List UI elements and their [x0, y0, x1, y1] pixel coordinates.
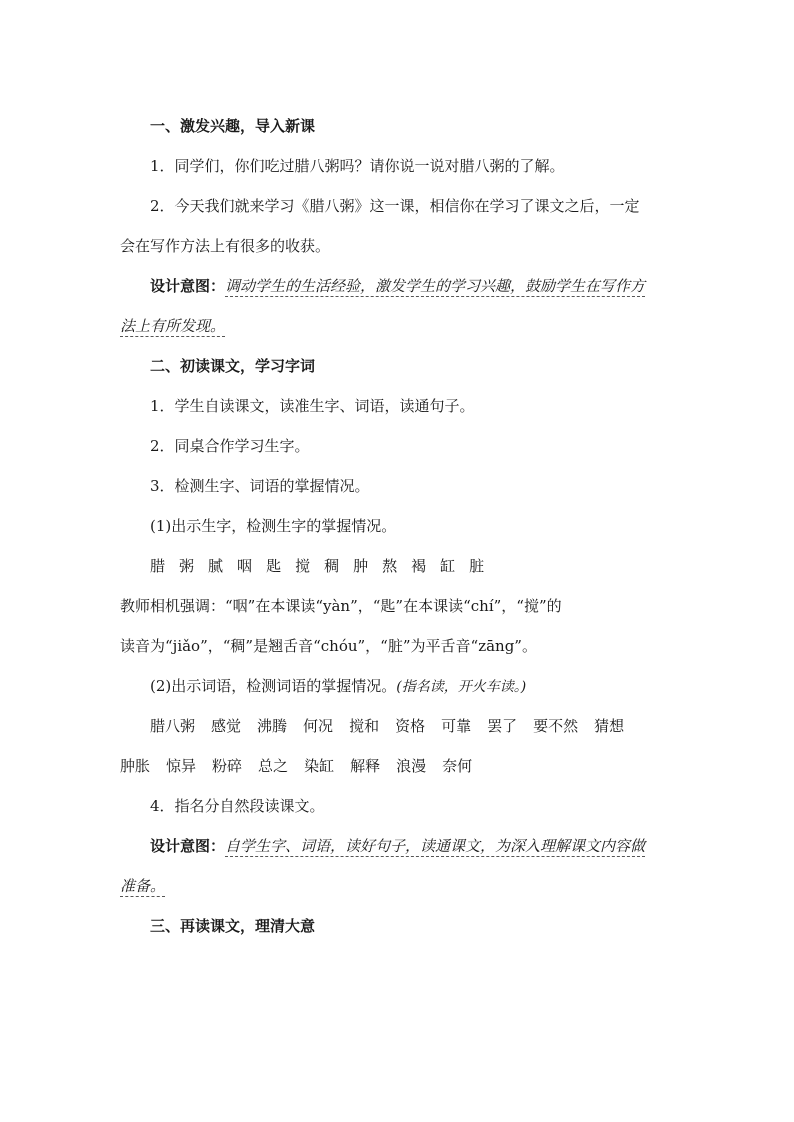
- vocab-word: 可靠: [441, 717, 472, 735]
- design-intent-text: 调动学生的生活经验，激发学生的学习兴趣，鼓励学生在写作方: [225, 277, 646, 295]
- design-intent-label: 设计意图：: [150, 837, 226, 855]
- character: 熬: [382, 557, 398, 575]
- vocab-word: 罢了: [487, 717, 518, 735]
- pronunciation-note-text: 教师相机强调：“咽”在本课读“yàn”，“匙”在本课读“chí”，“搅”的: [120, 597, 562, 615]
- design-intent-continuation: [120, 866, 680, 906]
- design-intent: [120, 266, 680, 306]
- paragraph: 2．同桌合作学习生字。: [150, 437, 310, 455]
- design-intent-continuation: [120, 306, 680, 346]
- vocab-word: 惊异: [166, 757, 197, 775]
- character: 褐: [411, 557, 427, 575]
- character: 缸: [440, 557, 456, 575]
- vocab-word: 粉碎: [212, 757, 243, 775]
- paragraph: [120, 666, 680, 706]
- vocab-word: 沸腾: [257, 717, 288, 735]
- vocab-word: 腊八粥: [150, 717, 196, 735]
- vocab-word: 猜想: [594, 717, 625, 735]
- character-list: [120, 546, 680, 586]
- vocab-word: 肿胀: [120, 757, 151, 775]
- document-page: [120, 106, 680, 946]
- paragraph: 4．指名分自然段读课文。: [150, 797, 325, 815]
- paragraph-text: (2)出示词语，检测词语的掌握情况。: [150, 677, 397, 695]
- section-heading-2: 二、初读课文，学习字词: [150, 357, 316, 375]
- vocab-list-row-2: [120, 746, 680, 786]
- design-intent: [120, 826, 680, 866]
- vocab-word: 总之: [258, 757, 289, 775]
- pronunciation-note-continuation: 读音为“jiǎo”，“稠”是翘舌音“chóu”，“脏”为平舌音“zāng”。: [120, 637, 537, 655]
- character: 匙: [266, 557, 282, 575]
- character: 肿: [353, 557, 369, 575]
- vocab-word: 解释: [350, 757, 381, 775]
- character: 脏: [469, 557, 485, 575]
- paragraph: 1．学生自读课文，读准生字、词语，读通句子。: [150, 397, 475, 415]
- paragraph: 2．今天我们就来学习《腊八粥》这一课，相信你在学习了课文之后，一定: [150, 197, 640, 215]
- character: 腻: [208, 557, 224, 575]
- paragraph: (1)出示生字，检测生字的掌握情况。: [150, 517, 397, 535]
- vocab-word: 奈何: [442, 757, 473, 775]
- design-intent-text: 准备。: [120, 877, 166, 895]
- reading-method-note: (指名读，开火车读。): [396, 679, 527, 695]
- design-intent-label: 设计意图：: [150, 277, 226, 295]
- character: 腊: [150, 557, 166, 575]
- vocab-list-row-1: [120, 706, 680, 746]
- paragraph: 3．检测生字、词语的掌握情况。: [150, 477, 370, 495]
- paragraph-continuation: 会在写作方法上有很多的收获。: [120, 237, 331, 255]
- section-heading-3: 三、再读课文，理清大意: [150, 917, 316, 935]
- vocab-word: 搅和: [349, 717, 380, 735]
- vocab-word: 资格: [395, 717, 426, 735]
- design-intent-text: 自学生字、词语，读好句子，读通课文，为深入理解课文内容做: [225, 837, 646, 855]
- vocab-word: 要不然: [533, 717, 579, 735]
- pronunciation-note: [120, 586, 680, 626]
- vocab-word: 何况: [303, 717, 334, 735]
- character: 咽: [237, 557, 253, 575]
- design-intent-text: 法上有所发现。: [120, 317, 226, 335]
- character: 稠: [324, 557, 340, 575]
- vocab-word: 染缸: [304, 757, 335, 775]
- paragraph: 1．同学们，你们吃过腊八粥吗？请你说一说对腊八粥的了解。: [150, 157, 565, 175]
- section-heading-1: 一、激发兴趣，导入新课: [150, 117, 316, 135]
- vocab-word: 浪漫: [396, 757, 427, 775]
- character: 粥: [179, 557, 195, 575]
- vocab-word: 感觉: [211, 717, 242, 735]
- character: 搅: [295, 557, 311, 575]
